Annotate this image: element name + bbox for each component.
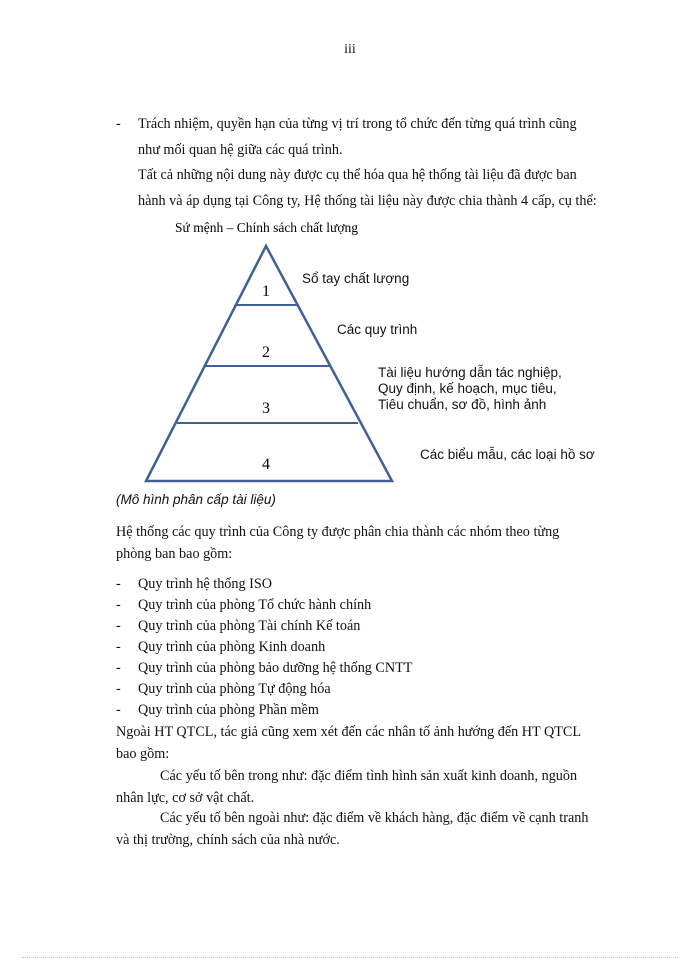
diagram-caption: (Mô hình phân cấp tài liệu) bbox=[116, 492, 276, 507]
pyramid-level-4-number: 4 bbox=[262, 456, 270, 473]
list-bullet: - bbox=[116, 681, 121, 697]
pyramid-level-3-number: 3 bbox=[262, 400, 270, 417]
pyramid-level-3-label-line-2: Quy định, kế hoạch, mục tiêu, bbox=[378, 381, 557, 396]
list-bullet: - bbox=[116, 597, 121, 613]
groups-intro-line-2: phòng ban bao gồm: bbox=[116, 546, 233, 562]
list-bullet: - bbox=[116, 618, 121, 634]
pyramid-level-1-number: 1 bbox=[262, 283, 270, 300]
pyramid-level-2-label: Các quy trình bbox=[337, 322, 418, 337]
list-item-iso: Quy trình hệ thống ISO bbox=[138, 576, 272, 592]
groups-intro-line-1: Hệ thống các quy trình của Công ty được phân chia thành các nhóm theo từng bbox=[116, 524, 560, 540]
list-bullet: - bbox=[116, 660, 121, 676]
list-bullet: - bbox=[116, 576, 121, 592]
list-item-software: Quy trình của phòng Phần mềm bbox=[138, 702, 319, 718]
intro-line-2: như mối quan hệ giữa các quá trình. bbox=[138, 142, 343, 158]
list-item-admin: Quy trình của phòng Tổ chức hành chính bbox=[138, 597, 372, 613]
factors-line-2: bao gồm: bbox=[116, 746, 170, 762]
list-item-automation: Quy trình của phòng Tự động hóa bbox=[138, 681, 331, 697]
list-bullet: - bbox=[116, 639, 121, 655]
list-item-it-maintenance: Quy trình của phòng bảo dưỡng hệ thống CNTT bbox=[138, 660, 413, 676]
pyramid-top-label: Sứ mệnh – Chính sách chất lượng bbox=[175, 220, 359, 235]
pyramid-level-3-label-line-3: Tiêu chuẩn, sơ đồ, hình ảnh bbox=[378, 397, 547, 412]
page-bottom-rule bbox=[22, 957, 678, 958]
external-factors-line-1: Các yếu tố bên ngoài như: đặc điểm về khách hàng, đặc điểm về cạnh tranh bbox=[160, 810, 589, 826]
factors-line-1: Ngoài HT QTCL, tác giả cũng xem xét đến các nhân tố ảnh hướng đến HT QTCL bbox=[116, 724, 582, 740]
external-factors-line-2: và thị trường, chính sách của nhà nước. bbox=[116, 832, 340, 848]
pyramid-level-2-number: 2 bbox=[262, 344, 270, 361]
internal-factors-line-2: nhân lực, cơ sở vật chất. bbox=[116, 790, 255, 806]
pyramid-level-3-label-line-1: Tài liệu hướng dẫn tác nghiệp, bbox=[378, 365, 562, 380]
internal-factors-line-1: Các yếu tố bên trong như: đặc điểm tình hình sản xuất kinh doanh, nguồn bbox=[160, 768, 578, 784]
intro-line-4: hành và áp dụng tại Công ty, Hệ thống tài liệu này được chia thành 4 cấp, cụ thể: bbox=[138, 193, 597, 209]
pyramid-level-4-label: Các biểu mẫu, các loại hồ sơ bbox=[420, 447, 595, 462]
list-bullet: - bbox=[116, 702, 121, 718]
bullet-dash: - bbox=[116, 116, 121, 132]
list-item-finance: Quy trình của phòng Tài chính Kế toán bbox=[138, 618, 361, 634]
pyramid-level-1-label: Sổ tay chất lượng bbox=[302, 271, 410, 286]
list-item-business: Quy trình của phòng Kinh doanh bbox=[138, 639, 326, 655]
page-number: iii bbox=[344, 42, 356, 57]
intro-line-1: Trách nhiệm, quyền hạn của từng vị trí trong tổ chức đến từng quá trình cũng bbox=[138, 116, 577, 132]
intro-line-3: Tất cả những nội dung này được cụ thể hóa qua hệ thống tài liệu đã được ban bbox=[138, 167, 577, 183]
